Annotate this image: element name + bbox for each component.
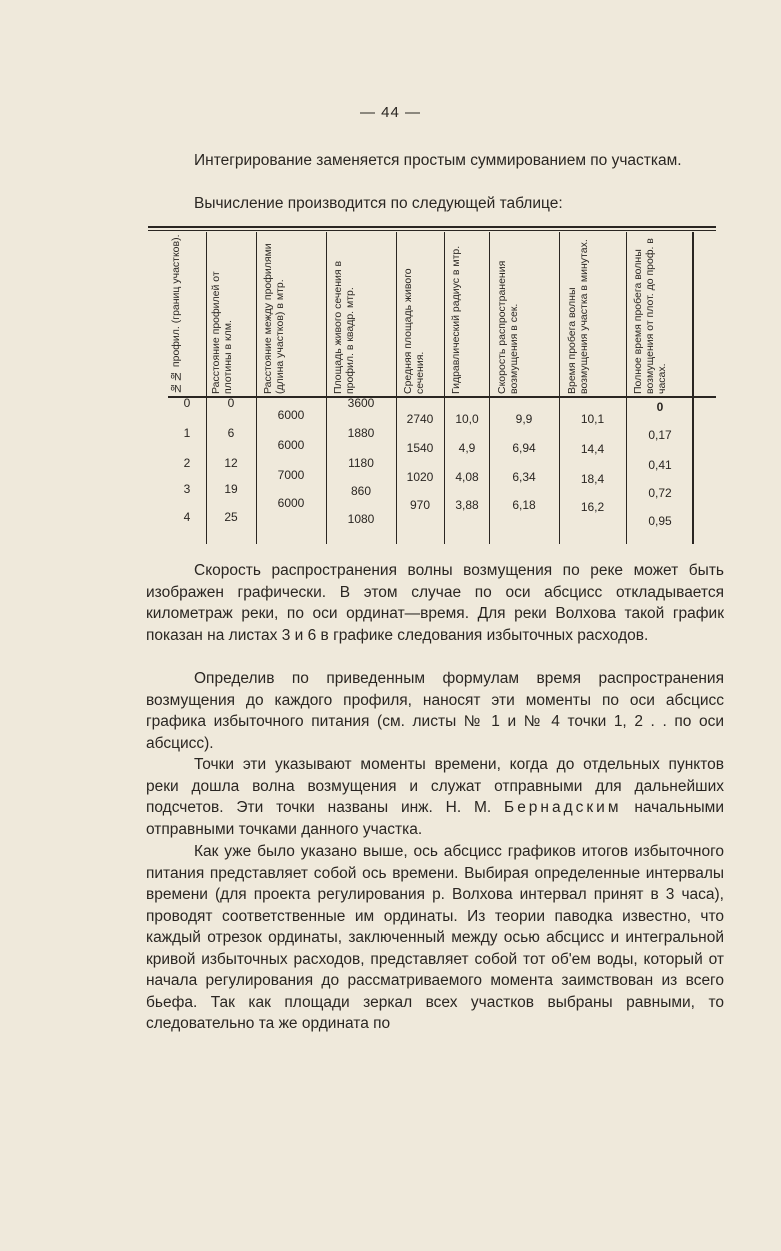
paragraph-start-points-tail: начальными отправными точками данного участка. <box>146 799 724 838</box>
table-intro-paragraph <box>146 193 724 215</box>
profile-km: 19 <box>224 482 238 496</box>
segment-minutes: 18,4 <box>580 472 605 486</box>
table-top-rule <box>148 226 716 228</box>
segment-mean-area: 1020 <box>406 470 434 484</box>
segment-radius: 4,9 <box>458 441 476 455</box>
profile-km: 25 <box>224 510 238 524</box>
segment-length: 6000 <box>277 438 305 452</box>
paragraph-time-points-text: Определив по приведенным формулам время распространения возмущения до каждого профиля, наносят эти моменты по оси абсцисс графика избыточного питания (см. листы № 1 и № 4 точки 1, 2 . . по оси абсцисс). <box>146 670 724 752</box>
profile-area: 1880 <box>347 426 375 440</box>
profile-no: 2 <box>183 456 191 470</box>
paragraph-start-points-text: Точки эти указывают моменты времени, когда до отдельных пунктов реки дошла волна возмущения и служат отправными для дальнейших подсчетов. Эти точки названы инж. Н. М. <box>146 756 724 816</box>
header-hydraulic-radius: Гидравлический радиус в мтр. <box>450 245 462 394</box>
segment-speed: 6,94 <box>512 441 536 455</box>
header-travel-minutes: Время пробега волны возмущения участка в минутах. <box>566 239 590 394</box>
header-wave-speed: Скорость распространения возмущения в сек. <box>496 260 520 394</box>
segment-mean-area: 2740 <box>406 412 434 426</box>
header-section-length: Расстояние между профилями (длина участков) в мтр. <box>262 243 286 394</box>
profile-area: 3600 <box>347 396 375 410</box>
segment-minutes: 16,2 <box>580 500 605 514</box>
profile-total-time: 0,95 <box>648 514 672 528</box>
profile-area: 1080 <box>347 512 375 526</box>
paragraph-start-points <box>146 754 724 840</box>
author-name: Бернадским <box>504 799 622 816</box>
column-divider <box>206 232 207 544</box>
column-divider <box>396 232 397 544</box>
segment-speed: 6,34 <box>512 470 536 484</box>
profile-total-time: 0,41 <box>648 458 672 472</box>
profile-total-time: 0,72 <box>648 486 672 500</box>
intro-text: Интегрирование заменяется простым суммированием по участкам. <box>194 152 682 169</box>
table-top-rule-thin <box>148 230 716 231</box>
segment-length: 6000 <box>277 408 305 422</box>
table-intro-text: Вычисление производится по следующей таблице: <box>194 195 563 212</box>
profile-km: 12 <box>224 456 238 470</box>
column-divider <box>489 232 490 544</box>
profile-km: 6 <box>227 426 235 440</box>
segment-length: 6000 <box>277 496 305 510</box>
calculation-table <box>148 226 716 544</box>
page-number: — 44 — <box>359 104 422 121</box>
column-divider <box>444 232 445 544</box>
profile-area: 1180 <box>348 456 374 470</box>
segment-radius: 3,88 <box>455 498 479 512</box>
segment-radius: 4,08 <box>455 470 479 484</box>
profile-no: 0 <box>183 396 191 410</box>
header-profile-no: №№ профил. (границ участков). <box>170 234 182 394</box>
header-total-hours: Полное время пробега волны возмущения от плот. до проф. в часах. <box>632 238 668 394</box>
profile-total-time: 0,17 <box>648 428 672 442</box>
paragraph-wave-speed-text: Скорость распространения волны возмущения по реке может быть изображен графически. В этом случае по оси абсцисс откладывается километраж реки, по оси ординат—время. Для реки Волхова такой график показан на листах 3 и 6 в графике следования избыточных расходов. <box>146 562 724 644</box>
segment-speed: 6,18 <box>512 498 536 512</box>
profile-no: 3 <box>183 482 191 496</box>
header-mean-area: Средняя площадь живого сечения. <box>402 268 426 394</box>
column-divider <box>559 232 560 544</box>
segment-length: 7000 <box>277 468 305 482</box>
segment-minutes: 14,4 <box>580 442 605 456</box>
header-distance-from-dam: Расстояние профилей от плотины в клм. <box>210 271 234 394</box>
paragraph-wave-speed <box>146 560 724 646</box>
column-divider <box>326 232 327 544</box>
profile-km: 0 <box>227 396 235 410</box>
segment-speed: 9,9 <box>515 412 533 426</box>
column-divider <box>626 232 627 544</box>
profile-total-time: 0 <box>656 400 664 414</box>
segment-minutes: 10,1 <box>580 412 605 426</box>
paragraph-abscissa-text: Как уже было указано выше, ось абсцисс графиков итогов избыточного питания представляет собой ось времени. Выбирая определенные интервалы времени (для проекта регулирования р. Волхова интервал принят в 3 часа), проводят соответственные им ординаты. Из теории паводка известно, что каждый отрезок ординаты, заключенный между осью абсцисс и интегральной кривой избыточных расходов, представляет собой тот об'ем воды, который от начала регулирования до рассматриваемого момента заимствован из всего бьефа. Так как площади зеркал всех участков выбраны равными, то следовательно та же ордината по <box>146 843 724 1032</box>
paragraph-time-points <box>146 668 724 754</box>
segment-mean-area: 970 <box>409 498 431 512</box>
column-divider <box>256 232 257 544</box>
profile-no: 4 <box>183 510 191 524</box>
profile-area: 860 <box>350 484 372 498</box>
segment-mean-area: 1540 <box>406 441 434 455</box>
paragraph-abscissa <box>146 841 724 1035</box>
profile-no: 1 <box>183 426 191 440</box>
segment-radius: 10,0 <box>455 412 479 426</box>
intro-paragraph <box>146 150 724 172</box>
header-cross-section-area: Площадь живого сечения в профил. в квадр. мтр. <box>332 260 356 394</box>
column-divider <box>692 232 694 544</box>
